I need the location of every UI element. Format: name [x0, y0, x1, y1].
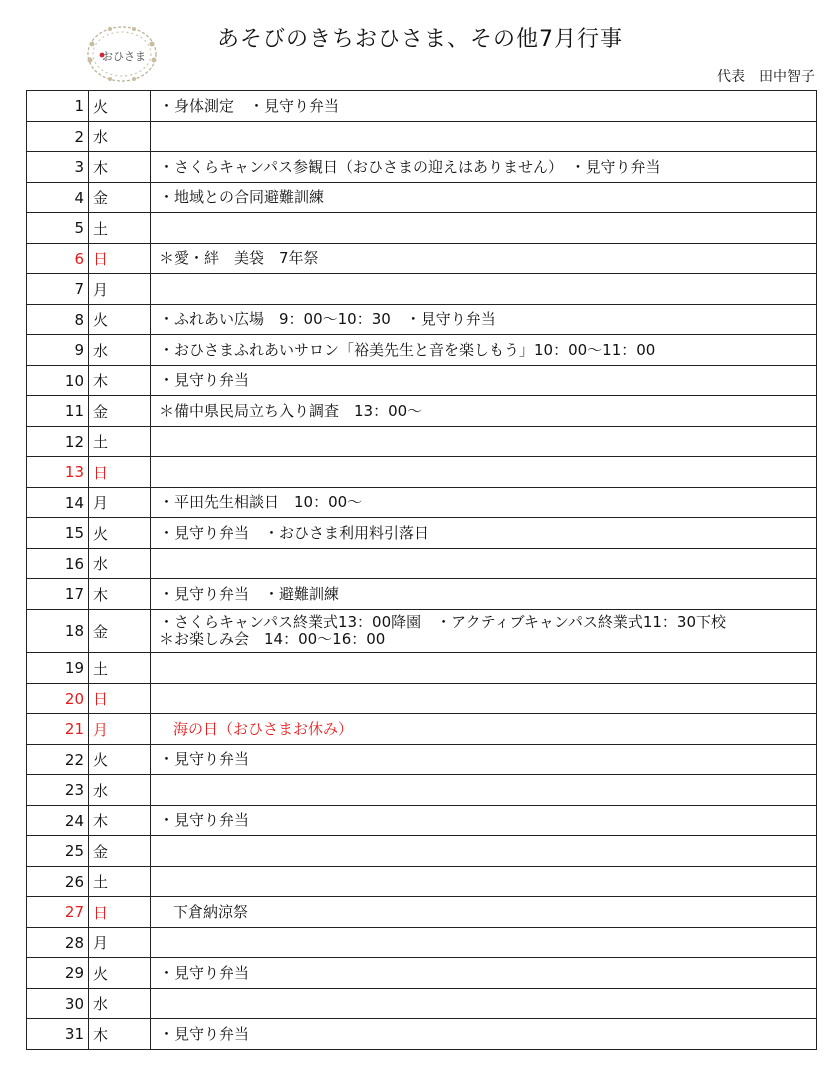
- event-cell: [151, 1019, 817, 1050]
- event-cell: [151, 549, 817, 579]
- event-cell: [151, 897, 817, 928]
- day-number: 16: [27, 549, 89, 579]
- event-cell: [151, 122, 817, 152]
- day-number: 2: [27, 122, 89, 152]
- day-of-week: 土: [89, 867, 151, 897]
- event-text: ＊備中県民局立ち入り調査 13：00〜: [159, 401, 423, 420]
- event-text: ・地域との合同避難訓練: [159, 188, 325, 206]
- schedule-row: [27, 806, 817, 836]
- svg-text:おひさま: おひさま: [102, 50, 146, 63]
- schedule-row: [27, 989, 817, 1019]
- day-number: 4: [27, 183, 89, 213]
- event-text: ・見守り弁当 ・おひさま利用料引落日: [159, 523, 430, 542]
- schedule-row: [27, 958, 817, 989]
- day-of-week: 月: [89, 488, 151, 518]
- schedule-row: [27, 366, 817, 396]
- day-number: 22: [27, 745, 89, 775]
- schedule-row: [27, 335, 817, 366]
- day-number: 19: [27, 653, 89, 684]
- day-number: 27: [27, 897, 89, 928]
- event-cell: [151, 244, 817, 274]
- day-of-week: 日: [89, 897, 151, 928]
- event-text: ・見守り弁当: [159, 750, 250, 768]
- day-number: 25: [27, 836, 89, 867]
- day-number: 13: [27, 457, 89, 488]
- day-of-week: 火: [89, 305, 151, 335]
- day-of-week: 火: [89, 91, 151, 122]
- schedule-row: [27, 427, 817, 457]
- day-number: 7: [27, 274, 89, 305]
- day-number: 31: [27, 1019, 89, 1050]
- day-of-week: 金: [89, 183, 151, 213]
- event-text: ・身体測定 ・見守り弁当: [159, 96, 340, 115]
- event-cell: [151, 366, 817, 396]
- event-cell: [151, 213, 817, 244]
- event-cell: [151, 775, 817, 806]
- schedule-row: [27, 610, 817, 653]
- event-cell: [151, 958, 817, 989]
- day-number: 24: [27, 806, 89, 836]
- schedule-row: [27, 183, 817, 213]
- event-text: ・ふれあい広場 9：00〜10：30 ・見守り弁当: [159, 310, 496, 328]
- day-number: 1: [27, 91, 89, 122]
- day-number: 26: [27, 867, 89, 897]
- event-cell: [151, 836, 817, 867]
- day-of-week: 火: [89, 518, 151, 549]
- schedule-row: [27, 897, 817, 928]
- schedule-row: [27, 1019, 817, 1050]
- event-text: ・おひさまふれあいサロン「裕美先生と音を楽しもう」10：00〜11：00: [159, 340, 656, 359]
- schedule-row: [27, 928, 817, 958]
- day-number: 10: [27, 366, 89, 396]
- day-number: 30: [27, 989, 89, 1019]
- event-text: ・見守り弁当: [159, 1024, 250, 1043]
- day-number: 3: [27, 152, 89, 183]
- representative-name: 代表 田中智子: [717, 69, 815, 85]
- event-cell: [151, 653, 817, 684]
- day-number: 17: [27, 579, 89, 610]
- day-of-week: 火: [89, 958, 151, 989]
- schedule-row: [27, 745, 817, 775]
- schedule-row: [27, 775, 817, 806]
- event-cell: [151, 183, 817, 213]
- event-cell: [151, 867, 817, 897]
- schedule-row: [27, 549, 817, 579]
- schedule-row: [27, 488, 817, 518]
- event-text: ＊お楽しみ会 14：00〜16：00: [159, 630, 386, 648]
- day-number: 15: [27, 518, 89, 549]
- event-cell: [151, 928, 817, 958]
- day-of-week: 木: [89, 1019, 151, 1050]
- event-cell: [151, 806, 817, 836]
- day-of-week: 金: [89, 610, 151, 653]
- day-of-week: 金: [89, 396, 151, 427]
- day-of-week: 水: [89, 335, 151, 366]
- day-of-week: 水: [89, 549, 151, 579]
- schedule-row: [27, 213, 817, 244]
- event-cell: [151, 335, 817, 366]
- event-cell: [151, 305, 817, 335]
- schedule-row: [27, 684, 817, 714]
- event-cell: [151, 518, 817, 549]
- event-text: ・見守り弁当: [159, 963, 250, 982]
- day-of-week: 土: [89, 653, 151, 684]
- event-text: ＊愛・絆 美袋 7年祭: [159, 249, 319, 267]
- day-of-week: 木: [89, 152, 151, 183]
- day-number: 5: [27, 213, 89, 244]
- event-cell: [151, 745, 817, 775]
- day-of-week: 木: [89, 366, 151, 396]
- event-text: 海の日（おひさまお休み）: [173, 719, 354, 738]
- day-of-week: 木: [89, 579, 151, 610]
- event-cell: [151, 396, 817, 427]
- day-number: 20: [27, 684, 89, 714]
- day-of-week: 金: [89, 836, 151, 867]
- day-number: 29: [27, 958, 89, 989]
- day-of-week: 月: [89, 928, 151, 958]
- day-of-week: 日: [89, 684, 151, 714]
- event-cell: [151, 274, 817, 305]
- event-cell: [151, 457, 817, 488]
- event-text: ・さくらキャンパス参観日（おひさまの迎えはありません） ・見守り弁当: [159, 157, 661, 176]
- schedule-row: [27, 714, 817, 745]
- schedule-row: [27, 836, 817, 867]
- day-of-week: 水: [89, 775, 151, 806]
- event-cell: [151, 610, 817, 653]
- day-number: 18: [27, 610, 89, 653]
- day-of-week: 日: [89, 244, 151, 274]
- event-cell: [151, 427, 817, 457]
- event-cell: [151, 989, 817, 1019]
- schedule-row: [27, 152, 817, 183]
- day-of-week: 土: [89, 213, 151, 244]
- day-number: 9: [27, 335, 89, 366]
- event-text: ・見守り弁当: [159, 811, 250, 829]
- day-number: 21: [27, 714, 89, 745]
- day-number: 11: [27, 396, 89, 427]
- day-of-week: 月: [89, 274, 151, 305]
- day-of-week: 木: [89, 806, 151, 836]
- day-number: 6: [27, 244, 89, 274]
- event-cell: [151, 91, 817, 122]
- logo: [80, 22, 164, 86]
- schedule-row: [27, 457, 817, 488]
- day-of-week: 日: [89, 457, 151, 488]
- day-of-week: 火: [89, 745, 151, 775]
- schedule-row: [27, 91, 817, 122]
- event-text: ・見守り弁当: [159, 371, 250, 389]
- schedule-row: [27, 867, 817, 897]
- day-of-week: 水: [89, 122, 151, 152]
- schedule-row: [27, 122, 817, 152]
- event-cell: [151, 714, 817, 745]
- event-cell: [151, 579, 817, 610]
- event-text: ・さくらキャンパス終業式13：00降園 ・アクティブキャンパス終業式11：30下校: [159, 613, 727, 631]
- event-text: 下倉納涼祭: [173, 902, 249, 921]
- day-number: 12: [27, 427, 89, 457]
- event-text: ・見守り弁当 ・避難訓練: [159, 584, 340, 603]
- day-number: 23: [27, 775, 89, 806]
- schedule-table: [26, 90, 817, 1050]
- event-cell: [151, 488, 817, 518]
- schedule-row: [27, 244, 817, 274]
- schedule-row: [27, 579, 817, 610]
- event-cell: [151, 684, 817, 714]
- schedule-row: [27, 653, 817, 684]
- schedule-row: [27, 274, 817, 305]
- day-number: 8: [27, 305, 89, 335]
- page-title: あそびのきちおひさま、その他7月行事: [217, 27, 623, 52]
- schedule-row: [27, 518, 817, 549]
- schedule-row: [27, 396, 817, 427]
- day-of-week: 土: [89, 427, 151, 457]
- day-number: 14: [27, 488, 89, 518]
- event-text: ・平田先生相談日 10：00〜: [159, 493, 363, 511]
- schedule-row: [27, 305, 817, 335]
- day-of-week: 月: [89, 714, 151, 745]
- day-number: 28: [27, 928, 89, 958]
- day-of-week: 水: [89, 989, 151, 1019]
- event-cell: [151, 152, 817, 183]
